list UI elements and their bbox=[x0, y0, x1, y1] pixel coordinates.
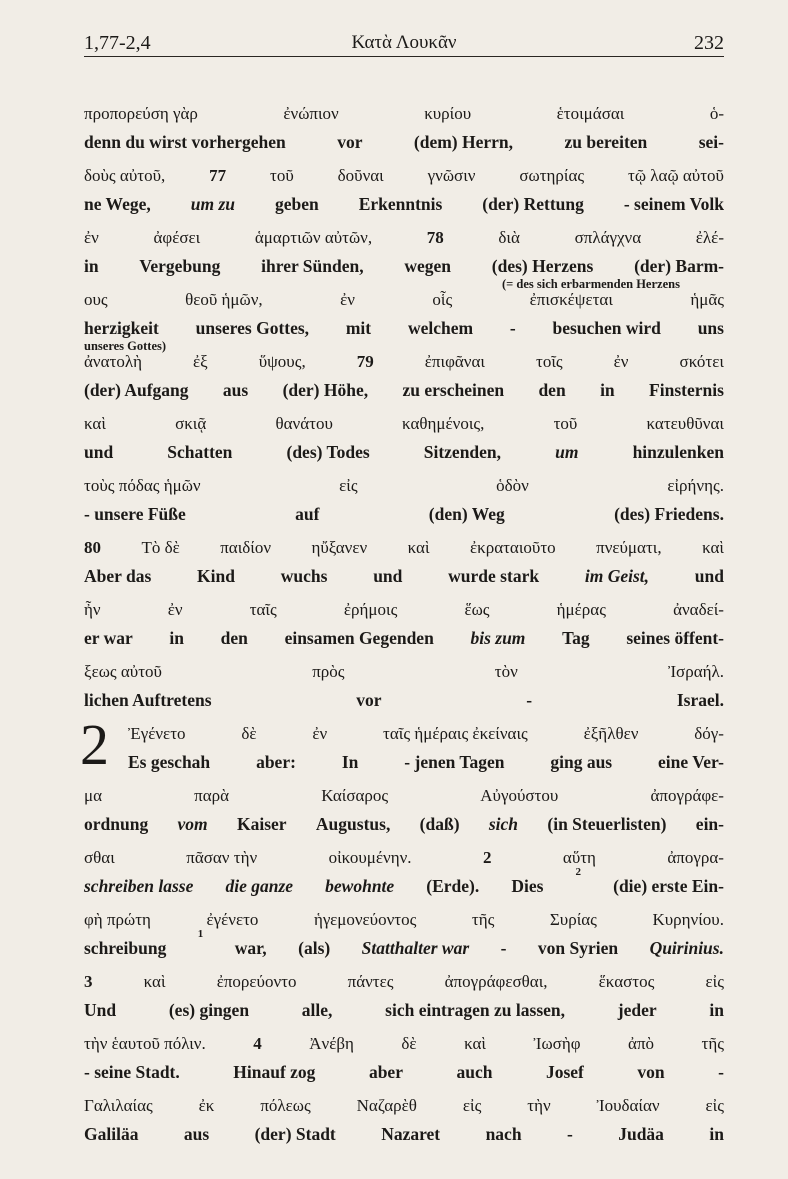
german-word: Nazaret bbox=[381, 1124, 441, 1144]
german-word: wegen bbox=[404, 256, 452, 276]
german-word: welchem bbox=[407, 318, 474, 338]
german-word: von bbox=[637, 1062, 665, 1082]
german-word: ein- bbox=[695, 814, 724, 834]
greek-word: ἐξῆλθεν bbox=[583, 724, 639, 743]
german-line bbox=[84, 748, 724, 776]
verse-line-pair bbox=[84, 1092, 724, 1154]
greek-word: τῆς bbox=[701, 1034, 724, 1053]
greek-word: ηὔξανεν bbox=[311, 538, 368, 557]
german-word: seines öffent- bbox=[626, 628, 724, 648]
german-line bbox=[84, 190, 724, 218]
greek-word: παρὰ bbox=[194, 786, 230, 805]
german-word: In bbox=[341, 752, 359, 772]
greek-word: οἰκουμένην. bbox=[328, 848, 412, 867]
german-word: um bbox=[555, 442, 579, 462]
german-word: - bbox=[718, 1062, 724, 1082]
gloss-note: (= des sich erbarmenden Herzens bbox=[502, 277, 680, 291]
german-word: den bbox=[220, 628, 248, 648]
german-word: und bbox=[694, 566, 724, 586]
greek-word: μα bbox=[84, 786, 103, 805]
greek-line bbox=[84, 472, 724, 500]
verse-line-pair bbox=[84, 410, 724, 472]
german-line bbox=[84, 928, 724, 962]
greek-word: σκότει bbox=[679, 352, 724, 371]
german-word: Kaiser bbox=[237, 814, 287, 834]
greek-word: 77 bbox=[209, 166, 227, 185]
greek-word: ὕψους, bbox=[258, 352, 306, 371]
german-word: ordnung bbox=[84, 814, 149, 834]
greek-word: ταῖς ἡμέραις ἐκείναις bbox=[383, 724, 528, 743]
page-number: 232 bbox=[694, 32, 724, 54]
greek-word: καθημένοις, bbox=[402, 414, 485, 433]
greek-word: 78 bbox=[426, 228, 444, 247]
greek-word: ἀπὸ bbox=[628, 1034, 655, 1053]
german-word: lichen Auftretens bbox=[84, 690, 212, 710]
greek-word: ταῖς bbox=[249, 600, 277, 619]
german-word: Schatten bbox=[167, 442, 233, 462]
verse-line-pair bbox=[84, 968, 724, 1030]
german-word: besuchen wird bbox=[552, 318, 661, 338]
greek-word: καὶ bbox=[702, 538, 724, 557]
greek-word: 3 bbox=[84, 972, 93, 991]
greek-line bbox=[84, 1030, 724, 1058]
german-word: Josef bbox=[545, 1062, 584, 1082]
greek-word: κατευθῦναι bbox=[646, 414, 724, 433]
greek-word: ἁμαρτιῶν αὐτῶν, bbox=[254, 228, 373, 247]
german-word: um zu bbox=[190, 194, 235, 214]
greek-word: ἀνατολὴ bbox=[84, 352, 142, 371]
german-word: Israel. bbox=[676, 690, 724, 710]
german-word: (Erde). bbox=[426, 876, 480, 896]
german-word: - jenen Tagen bbox=[404, 752, 505, 772]
german-line bbox=[84, 996, 724, 1024]
german-word: einsamen Gegenden bbox=[284, 628, 434, 648]
verse-line-pair bbox=[84, 596, 724, 658]
german-word: Tag bbox=[562, 628, 590, 648]
german-word: in bbox=[709, 1124, 724, 1144]
greek-word: τὴν ἑαυτοῦ πόλιν. bbox=[84, 1034, 206, 1053]
greek-word: Ἰουδαίαν bbox=[596, 1096, 660, 1115]
german-word: sei- bbox=[698, 132, 724, 152]
greek-word: τοὺς πόδας ἡμῶν bbox=[84, 476, 201, 495]
german-word: geben bbox=[274, 194, 319, 214]
german-word: aber bbox=[368, 1062, 403, 1082]
greek-word: πάντες bbox=[347, 972, 394, 991]
german-word: sich eintragen zu lassen, bbox=[385, 1000, 566, 1020]
german-word: in bbox=[709, 1000, 724, 1020]
greek-word: ἐν bbox=[312, 724, 328, 743]
verse-line-pair bbox=[84, 100, 724, 162]
german-word: (der) Barm- bbox=[634, 256, 724, 276]
german-word: Statthalter war bbox=[361, 938, 470, 958]
greek-word: εἰρήνης. bbox=[667, 476, 724, 495]
german-word: war, bbox=[234, 938, 267, 958]
german-word: aus bbox=[222, 380, 249, 400]
german-word: (in Steuerlisten) bbox=[547, 814, 667, 834]
german-word: Sitzenden, bbox=[423, 442, 502, 462]
german-word: eine Ver- bbox=[658, 752, 724, 772]
greek-word: εἰς bbox=[705, 1096, 724, 1115]
german-word: (dem) Herrn, bbox=[413, 132, 514, 152]
greek-line bbox=[84, 348, 724, 376]
german-word: bewohnte bbox=[325, 876, 395, 896]
german-word: (des) Todes bbox=[286, 442, 370, 462]
greek-word: ἐπιφᾶναι bbox=[424, 352, 485, 371]
verse-line-pair bbox=[84, 534, 724, 596]
german-word: Judäa bbox=[618, 1124, 664, 1144]
greek-word: 80 bbox=[84, 538, 101, 557]
greek-line bbox=[84, 782, 724, 810]
greek-word: δὲ bbox=[241, 724, 257, 743]
german-word: zu bereiten bbox=[564, 132, 648, 152]
greek-line bbox=[84, 100, 724, 128]
greek-word: γνῶσιν bbox=[427, 166, 476, 185]
german-word: Quirinius. bbox=[649, 938, 724, 958]
german-word: (des) Herzens bbox=[491, 256, 594, 276]
greek-word: ἦν bbox=[84, 600, 101, 619]
greek-word: οἷς bbox=[432, 290, 453, 309]
greek-word: ἐνώπιον bbox=[283, 104, 339, 123]
greek-word: αὕτη bbox=[562, 848, 596, 867]
german-word: aber: bbox=[256, 752, 296, 772]
verse-line-pair bbox=[84, 1030, 724, 1092]
greek-line bbox=[84, 596, 724, 624]
german-word: Kind bbox=[197, 566, 235, 586]
german-word: wuchs bbox=[280, 566, 328, 586]
german-word: Vergebung bbox=[139, 256, 221, 276]
greek-line bbox=[84, 658, 724, 686]
greek-word: καὶ bbox=[84, 414, 106, 433]
greek-word: ἐκ bbox=[198, 1096, 215, 1115]
german-word: (daß) bbox=[419, 814, 460, 834]
greek-word: ἑτοιμάσαι bbox=[556, 104, 625, 123]
german-word: den bbox=[538, 380, 566, 400]
greek-word: 2 bbox=[482, 848, 492, 867]
german-word: Galiläa bbox=[84, 1124, 139, 1144]
greek-word: τοῦ bbox=[270, 166, 294, 185]
running-header bbox=[84, 30, 724, 57]
greek-line bbox=[84, 224, 724, 252]
chapter-dropcap: 2 bbox=[80, 712, 109, 777]
greek-word: τὸν bbox=[494, 662, 518, 681]
german-word: (den) Weg bbox=[428, 504, 505, 524]
greek-word: ἀφέσει bbox=[153, 228, 201, 247]
german-word: alle, bbox=[301, 1000, 333, 1020]
german-word: ihrer Sünden, bbox=[261, 256, 364, 276]
german-word: Erkenntnis bbox=[358, 194, 443, 214]
german-line bbox=[84, 314, 724, 342]
greek-word: ἐγένετο bbox=[206, 910, 259, 929]
greek-word: ἀναδεί- bbox=[673, 600, 724, 619]
greek-word: πνεύματι, bbox=[596, 538, 662, 557]
greek-word: θανάτου bbox=[275, 414, 333, 433]
greek-word: τὴν bbox=[527, 1096, 551, 1115]
greek-word: Αὐγούστου bbox=[480, 786, 559, 805]
greek-word: καὶ bbox=[407, 538, 430, 557]
greek-word: ἐπορεύοντο bbox=[216, 972, 297, 991]
greek-word: καὶ bbox=[464, 1034, 486, 1053]
german-word: (die) erste Ein- bbox=[613, 876, 724, 896]
german-word: - bbox=[526, 690, 533, 710]
german-word: herzigkeit bbox=[84, 318, 159, 338]
greek-word: Ἰωσὴφ bbox=[533, 1034, 581, 1053]
german-word: vor bbox=[337, 132, 363, 152]
german-word: auf bbox=[295, 504, 320, 524]
greek-word: 4 bbox=[253, 1034, 262, 1053]
greek-word: ἀπογρα- bbox=[667, 848, 724, 867]
german-line bbox=[84, 1058, 724, 1086]
greek-word: ους bbox=[84, 290, 108, 309]
german-word: aus bbox=[183, 1124, 210, 1144]
greek-word: σθαι bbox=[84, 848, 115, 867]
german-word: wurde stark bbox=[448, 566, 540, 586]
german-word: schreiben lasse bbox=[84, 876, 194, 896]
greek-word: ἐν bbox=[340, 290, 355, 309]
greek-word: Καίσαρος bbox=[321, 786, 389, 805]
greek-word: θεοῦ ἡμῶν, bbox=[185, 290, 263, 309]
greek-word: σκιᾷ bbox=[175, 414, 207, 433]
greek-word: ὁ- bbox=[709, 104, 724, 123]
greek-word: δὲ bbox=[401, 1034, 417, 1053]
greek-line bbox=[84, 162, 724, 190]
verse-line-pair bbox=[84, 162, 724, 224]
german-line bbox=[84, 128, 724, 156]
german-word: auch bbox=[456, 1062, 493, 1082]
german-word: Dies bbox=[511, 876, 544, 896]
greek-word: εἰς bbox=[705, 972, 724, 991]
german-word: denn du wirst vorhergehen bbox=[84, 132, 286, 152]
greek-word: Κυρηνίου. bbox=[652, 910, 724, 929]
german-word: bis zum bbox=[470, 628, 526, 648]
verse-line-pair bbox=[84, 844, 724, 906]
greek-word: Ναζαρὲθ bbox=[356, 1096, 417, 1115]
gloss-note: unseres Gottes) bbox=[84, 339, 167, 353]
german-line bbox=[84, 562, 724, 590]
greek-word: εἰς bbox=[339, 476, 358, 495]
german-line bbox=[84, 1120, 724, 1148]
greek-word: δοὺς αὐτοῦ, bbox=[84, 166, 166, 185]
german-word: mit bbox=[345, 318, 372, 338]
greek-word: τοῦ bbox=[553, 414, 578, 433]
german-word: - bbox=[500, 938, 507, 958]
greek-word: ἐκραταιοῦτο bbox=[470, 538, 556, 557]
german-word: in bbox=[84, 256, 99, 276]
greek-line bbox=[84, 534, 724, 562]
german-word: Finsternis bbox=[649, 380, 724, 400]
greek-word: ἐξ bbox=[193, 352, 208, 371]
german-word: jeder bbox=[617, 1000, 657, 1020]
greek-word: ἐρήμοις bbox=[343, 600, 398, 619]
verse-line-pair bbox=[84, 720, 724, 782]
greek-word: ὁδὸν bbox=[496, 476, 529, 495]
greek-line bbox=[84, 720, 724, 748]
verse-line-pair bbox=[84, 348, 724, 410]
greek-word: δόγ- bbox=[694, 724, 724, 743]
greek-word: σπλάγχνα bbox=[574, 228, 642, 247]
german-word: unseres Gottes, bbox=[195, 318, 310, 338]
greek-line bbox=[84, 1092, 724, 1120]
greek-word: ἕκαστος bbox=[598, 972, 655, 991]
german-line bbox=[84, 866, 724, 900]
german-word: vor bbox=[356, 690, 382, 710]
greek-word: διὰ bbox=[498, 228, 520, 247]
greek-word: ξεως αὐτοῦ bbox=[84, 662, 162, 681]
greek-line bbox=[84, 968, 724, 996]
german-word: 2 bbox=[575, 866, 582, 878]
greek-word: Συρίας bbox=[549, 910, 597, 929]
greek-word: τοῖς bbox=[536, 352, 563, 371]
greek-word: ἐν bbox=[84, 228, 99, 247]
interlinear-text bbox=[80, 100, 724, 1154]
greek-word: ἐπισκέψεται bbox=[529, 290, 613, 309]
german-word: ging aus bbox=[550, 752, 613, 772]
german-word: zu erscheinen bbox=[402, 380, 505, 400]
greek-line bbox=[84, 410, 724, 438]
german-line bbox=[84, 438, 724, 466]
greek-word: πρὸς bbox=[312, 662, 345, 681]
verse-line-pair bbox=[84, 472, 724, 534]
greek-line bbox=[84, 906, 724, 934]
german-line bbox=[84, 686, 724, 714]
greek-word: ἀπογράφεσθαι, bbox=[444, 972, 548, 991]
german-word: - seinem Volk bbox=[623, 194, 724, 214]
german-word: uns bbox=[697, 318, 724, 338]
german-word: - seine Stadt. bbox=[84, 1062, 180, 1082]
greek-word: σωτηρίας bbox=[519, 166, 585, 185]
german-word: die ganze bbox=[225, 876, 294, 896]
german-word: (als) bbox=[298, 938, 331, 958]
greek-word: ἀπογράφε- bbox=[650, 786, 724, 805]
german-word: Es geschah bbox=[128, 752, 211, 772]
greek-word: προπορεύση γὰρ bbox=[84, 104, 198, 123]
greek-word: φὴ πρώτη bbox=[84, 910, 151, 929]
german-word: er war bbox=[84, 628, 133, 648]
greek-word: ἐν bbox=[613, 352, 629, 371]
german-word: - bbox=[509, 318, 516, 338]
german-word: im Geist, bbox=[584, 566, 650, 586]
greek-word: καὶ bbox=[143, 972, 166, 991]
german-word: sich bbox=[488, 814, 519, 834]
greek-word: κυρίου bbox=[424, 104, 472, 123]
german-word: hinzulenken bbox=[632, 442, 724, 462]
greek-word: 79 bbox=[356, 352, 374, 371]
greek-word: πόλεως bbox=[260, 1096, 311, 1115]
greek-word: τῆς bbox=[471, 910, 495, 929]
german-word: - bbox=[566, 1124, 573, 1144]
greek-word: παιδίον bbox=[220, 538, 272, 557]
greek-word: Ἀνέβη bbox=[309, 1034, 354, 1053]
greek-word: πᾶσαν τὴν bbox=[186, 848, 258, 867]
german-word: (der) Stadt bbox=[254, 1124, 336, 1144]
german-line bbox=[84, 252, 724, 280]
greek-word: δοῦναι bbox=[337, 166, 384, 185]
german-word: nach bbox=[485, 1124, 522, 1144]
german-word: - unsere Füße bbox=[84, 504, 186, 524]
greek-word: εἰς bbox=[462, 1096, 482, 1115]
german-word: von Syrien bbox=[537, 938, 619, 958]
german-word: Und bbox=[84, 1000, 117, 1020]
greek-line bbox=[84, 844, 724, 872]
german-word: (es) gingen bbox=[168, 1000, 250, 1020]
greek-word: Ἰσραήλ. bbox=[668, 662, 724, 681]
german-word: Aber das bbox=[84, 566, 152, 586]
german-word: (des) Friedens. bbox=[614, 504, 724, 524]
german-word: in bbox=[600, 380, 615, 400]
german-word: Augustus, bbox=[315, 814, 391, 834]
german-word: (der) Aufgang bbox=[84, 380, 189, 400]
german-line bbox=[84, 624, 724, 652]
greek-word: ἡμᾶς bbox=[690, 290, 724, 309]
german-line bbox=[84, 376, 724, 404]
verse-line-pair bbox=[84, 658, 724, 720]
greek-word: ἐλέ- bbox=[695, 228, 724, 247]
german-word: und bbox=[84, 442, 114, 462]
german-word: Hinauf zog bbox=[233, 1062, 316, 1082]
german-line bbox=[84, 810, 724, 838]
greek-word: Τὸ δὲ bbox=[141, 538, 180, 557]
german-line bbox=[84, 500, 724, 528]
german-word: 1 bbox=[197, 928, 204, 940]
book-title: Κατὰ Λουκᾶν bbox=[351, 32, 457, 53]
greek-word: ἐν bbox=[167, 600, 183, 619]
greek-word: ἡγεμονεύοντος bbox=[313, 910, 417, 929]
greek-word: Γαλιλαίας bbox=[84, 1096, 153, 1115]
greek-word: τῷ λαῷ αὐτοῦ bbox=[628, 166, 724, 185]
german-word: und bbox=[373, 566, 403, 586]
verse-line-pair bbox=[84, 286, 724, 348]
chapter-verse-range: 1,77-2,4 bbox=[84, 32, 151, 54]
verse-line-pair bbox=[84, 906, 724, 968]
german-word: vom bbox=[177, 814, 208, 834]
german-word: schreibung bbox=[84, 938, 167, 958]
greek-word: ἕως bbox=[464, 600, 490, 619]
greek-word: ἡμέρας bbox=[556, 600, 606, 619]
german-word: (der) Höhe, bbox=[282, 380, 369, 400]
verse-line-pair bbox=[84, 782, 724, 844]
german-word: ne Wege, bbox=[84, 194, 151, 214]
german-word: in bbox=[169, 628, 185, 648]
greek-word: Ἐγένετο bbox=[128, 724, 186, 743]
german-word: (der) Rettung bbox=[482, 194, 584, 214]
